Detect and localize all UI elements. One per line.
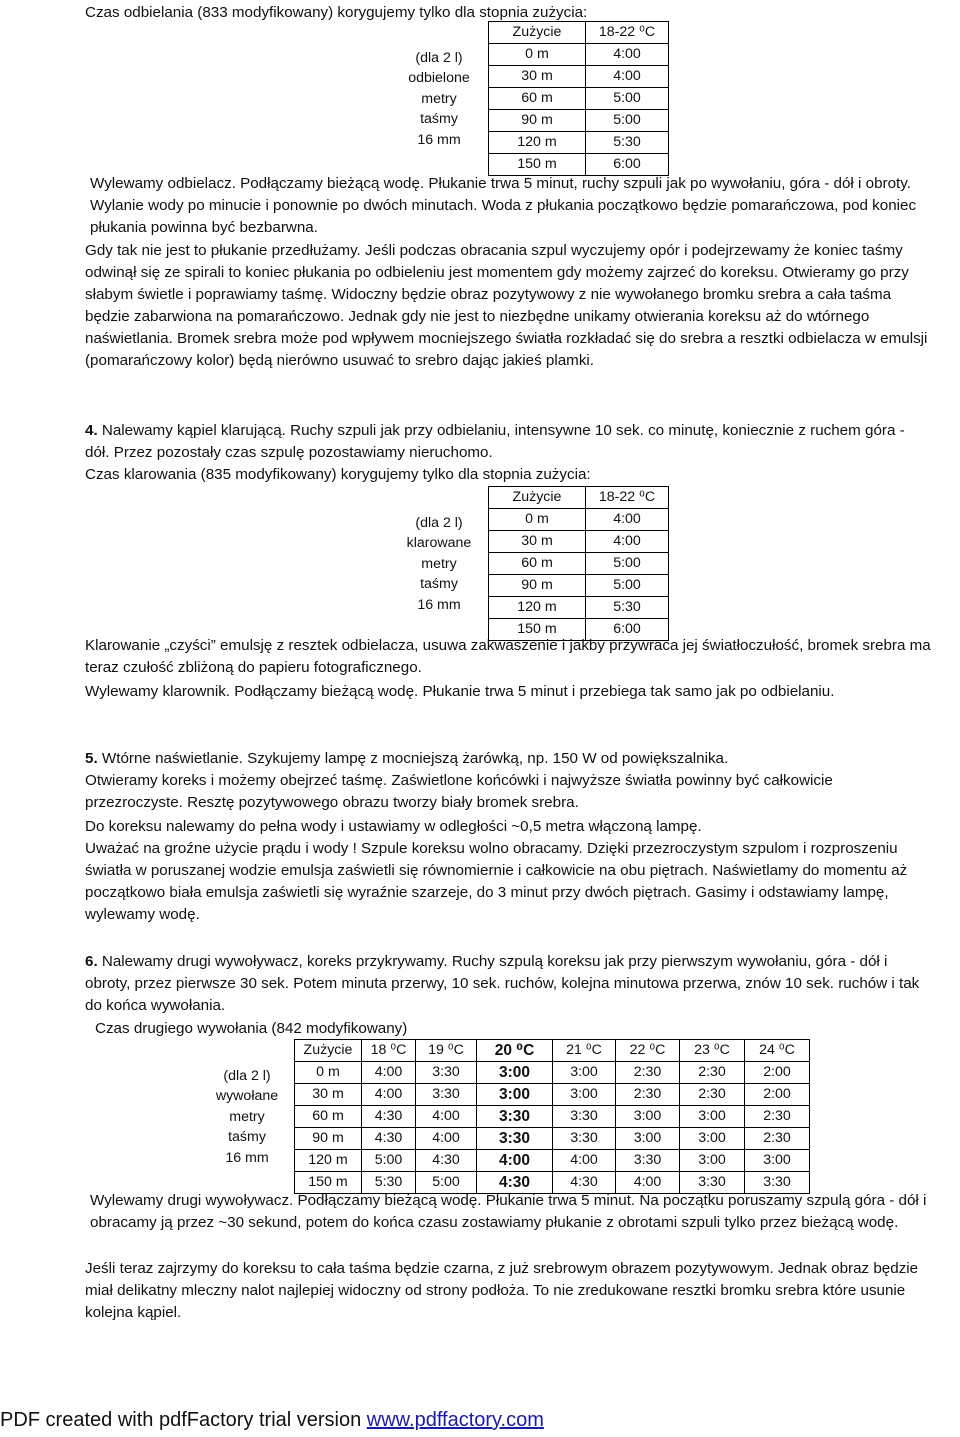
table-cell: 5:00 [416,1172,477,1194]
table-cell: 120 m [489,597,586,619]
table-cell: 0 m [295,1062,362,1084]
table-cell: 30 m [295,1084,362,1106]
table-cell: 3:30 [477,1106,553,1128]
side-label-line: klarowane [406,535,472,552]
table-cell: 0 m [489,44,586,66]
table-cell: 5:30 [362,1172,416,1194]
header-cell: Zużycie [295,1040,362,1062]
paragraph: Jeśli teraz zajrzymy do koreksu to cała taśma będzie czarna, z już srebrowym obrazem pozytywowym. Jednak obraz będzie miał delikatny mleczny nalot najlepiej widoczny od strony podłoża. To nie zredukowane resztki bromku srebra które usunie kolejna kąpiel. [85,1260,919,1321]
side-label-line: taśmy [420,111,458,128]
table-cell: 150 m [295,1172,362,1194]
section-number: 6. [85,953,98,970]
paragraph: Gdy tak nie jest to płukanie przedłużamy. Jeśli podczas obracania szpul wyczujemy opór i podejrzewamy że koniec taśmy odwinął się ze spirali to koniec płukania po odbieleniu jest momentem gdy możemy zajrzeć do koreksu. Otwieramy go przy słabym świetle i poprawiamy taśmę. Widoczny będzie obraz pozytywowy z nie wywołanego bromku srebra a cała taśma będzie zabarwiona na pomarańczowo. Jednak gdy nie jest to niezbędne unikamy otwierania koreksu aż do wtórnego naświetlania. Bromek srebra może pod wpływem mocniejszego światła rozkładać się do srebra a resztki odbielacza w emulsji (pomarańczowy kolor) będą nierówno usuwać to srebro dając jakieś plamki. [85,242,928,369]
table-row [390,509,669,531]
table-cell: 120 m [489,132,586,154]
paragraph: Czas odbielania (833 modyfikowany) korygujemy tylko dla stopnia zużycia: [85,4,588,21]
header-cell: 22 ⁰C [616,1040,680,1062]
table-cell: 4:30 [553,1172,616,1194]
section-4 [85,420,933,464]
table-cell: 30 m [489,66,586,88]
header-cell: 19 ⁰C [416,1040,477,1062]
table-cell: 3:30 [616,1150,680,1172]
side-label-cell [390,487,489,509]
table-cell: 150 m [489,619,586,641]
table-cell: 4:00 [586,44,669,66]
header-cell: Zużycie [489,487,586,509]
table-cell: 2:30 [616,1084,680,1106]
table-cell: 5:30 [586,597,669,619]
side-label-line: taśmy [420,576,458,593]
side-label [390,44,489,154]
table-cell: 5:00 [586,553,669,575]
table-cell: 4:00 [477,1150,553,1172]
table-cell: 150 m [489,154,586,176]
table-cell: 3:30 [680,1172,745,1194]
table-cell: 3:00 [680,1106,745,1128]
side-label-line: (dla 2 l) [415,49,463,66]
table-cell: 90 m [489,110,586,132]
table-cell: 5:00 [586,575,669,597]
table-cell: 3:30 [416,1084,477,1106]
table-cell: 3:30 [416,1062,477,1084]
table-cell: 3:00 [745,1150,810,1172]
side-label-line: (dla 2 l) [415,514,463,531]
table-cell: 2:30 [680,1084,745,1106]
section-6 [85,951,933,1017]
table-cell: 4:30 [362,1106,416,1128]
side-label-line: 16 mm [225,1149,269,1166]
header-cell: 18-22 ⁰C [586,487,669,509]
side-label-line: 16 mm [417,596,461,613]
table-cell: 2:30 [745,1106,810,1128]
footer-link[interactable]: www.pdffactory.com [366,1409,544,1431]
table-cell: 3:30 [553,1106,616,1128]
table-cell: 5:00 [586,110,669,132]
table-cell: 4:00 [362,1062,416,1084]
paragraph: Wylewamy drugi wywoływacz. Podłączamy bieżącą wodę. Płukanie trwa 5 minut. Na początku poruszamy szpulą góra - dół i obracamy ją przez ~30 sekund, potem do końca czasu zostawiamy płukanie z obrotami szpuli tylko przez bieżącą wodę. [90,1192,927,1231]
table-cell: 4:00 [586,509,669,531]
section-number: 5. [85,750,98,767]
table-cell: 60 m [489,88,586,110]
table-cell: 120 m [295,1150,362,1172]
table-header-row [200,1040,810,1062]
side-label-line: 16 mm [417,131,461,148]
table-cell: 6:00 [586,619,669,641]
paragraph: Wylewamy klarownik. Podłączamy bieżącą wodę. Płukanie trwa 5 minut i przebiega tak samo jak po odbielaniu. [85,683,835,700]
paragraph: Uważać na groźne użycie prądu i wody ! Szpule koreksu wolno obracamy. Dzięki przezroczystym szpulom i rozproszeniu światła w poruszanej wodzie emulsja zaświetli się równomiernie i całkowicie na obu piętrach. Naświetlamy do momentu aż początkowo biała emulsja zaświetli się wyraźnie szarzeje, do 3 minut przy dwóch piętrach. Gasimy i odstawiamy lampę, wylewamy wodę. [85,840,908,923]
table-cell: 4:30 [362,1128,416,1150]
table-cell: 90 m [489,575,586,597]
table-cell: 4:00 [553,1150,616,1172]
side-label-line: metry [421,555,457,572]
table-cell: 3:00 [553,1062,616,1084]
table-header-row [390,487,669,509]
table-cell: 2:30 [616,1062,680,1084]
side-label-line: taśmy [228,1129,266,1146]
paragraph: Klarowanie „czyści” emulsję z resztek odbielacza, usuwa zakwaszenie i jakby przywraca jej światłoczułość, bromek srebra ma teraz czułość zbliżoną do papieru fotograficznego. [85,637,931,676]
side-label-line: metry [421,90,457,107]
pdf-footer [0,1409,544,1432]
table-cell: 4:30 [416,1150,477,1172]
header-cell: Zużycie [489,22,586,44]
paragraph: Otwieramy koreks i możemy obejrzeć taśmę. Zaświetlone końcówki i najwyższe światła powinny być całkowicie przezroczyste. Resztę pozytywowego obrazu tworzy biały bromek srebra. [85,772,833,811]
table-cell: 5:00 [586,88,669,110]
table-row [200,1062,810,1084]
side-label-line: wywołane [215,1088,279,1105]
paragraph: Wylewamy odbielacz. Podłączamy bieżącą wodę. Płukanie trwa 5 minut, ruchy szpuli jak po wywołaniu, góra - dół i obroty. Wylanie wody po minucie i ponownie po dwóch minutach. Woda z płukania początkowo będzie pomarańczowa, pod koniec płukania powinna być bezbarwna. [90,175,917,236]
table-cell: 2:30 [745,1128,810,1150]
table-cell: 60 m [489,553,586,575]
table-cell: 4:00 [362,1084,416,1106]
paragraph: Do koreksu nalewamy do pełna wody i ustawiamy w odległości ~0,5 metra włączoną lampę. [85,818,702,835]
paragraph: Czas klarowania (835 modyfikowany) korygujemy tylko dla stopnia zużycia: [85,466,591,483]
table-cell: 3:00 [680,1128,745,1150]
table-cell: 5:00 [362,1150,416,1172]
table-cell: 2:00 [745,1084,810,1106]
table-cell: 3:00 [553,1084,616,1106]
table-cell: 3:30 [477,1128,553,1150]
table-cell: 3:00 [616,1128,680,1150]
side-label-line: metry [229,1108,265,1125]
section-text: Wtórne naświetlanie. Szykujemy lampę z mocniejszą żarówką, np. 150 W od powiększalnika. [97,750,729,767]
section-number: 4. [85,422,98,439]
header-cell: 23 ⁰C [680,1040,745,1062]
table-cell: 3:00 [477,1062,553,1084]
table-cell: 60 m [295,1106,362,1128]
table-odbielanie [390,21,669,176]
table-cell: 3:00 [680,1150,745,1172]
table-cell: 0 m [489,509,586,531]
table-row [390,44,669,66]
side-label-line: odbielone [408,70,470,87]
side-label-cell [390,22,489,44]
header-cell: 18-22 ⁰C [586,22,669,44]
paragraph: Czas drugiego wywołania (842 modyfikowany) [95,1020,408,1037]
side-label [390,509,489,619]
table-cell: 4:00 [586,531,669,553]
table-cell: 6:00 [586,154,669,176]
header-cell: 18 ⁰C [362,1040,416,1062]
table-cell: 4:00 [616,1172,680,1194]
table-cell: 4:00 [416,1106,477,1128]
table-cell: 3:00 [616,1106,680,1128]
side-label [200,1062,295,1172]
footer-text: PDF created with pdfFactory trial version [0,1409,367,1431]
table-drugie-wywolanie [200,1039,810,1194]
table-cell: 3:30 [745,1172,810,1194]
table-cell: 30 m [489,531,586,553]
table-cell: 5:30 [586,132,669,154]
table-cell: 3:30 [553,1128,616,1150]
header-cell: 21 ⁰C [553,1040,616,1062]
table-cell: 2:00 [745,1062,810,1084]
table-cell: 4:30 [477,1172,553,1194]
section-text: Nalewamy kąpiel klarującą. Ruchy szpuli jak przy odbielaniu, intensywne 10 sek. co minutę, koniecznie z ruchem góra - dół. Przez pozostały czas szpulę pozostawiamy nieruchomo. [85,422,905,461]
section-5 [85,748,933,770]
side-label-cell [200,1040,295,1062]
table-cell: 90 m [295,1128,362,1150]
table-cell: 3:00 [477,1084,553,1106]
header-cell: 24 ⁰C [745,1040,810,1062]
table-klarowanie [390,486,669,641]
section-text: Nalewamy drugi wywoływacz, koreks przykrywamy. Ruchy szpulą koreksu jak przy pierwszym wywołaniu, góra - dół i obroty, przez pierwsze 30 sek. Potem minuta przerwy, 10 sek. ruchów, kolejna minutowa przerwa, znów 10 sek. ruchów i tak do końca wywołania. [85,953,920,1014]
header-cell: 20 ⁰C [477,1040,553,1062]
table-cell: 4:00 [586,66,669,88]
table-header-row [390,22,669,44]
table-cell: 4:00 [416,1128,477,1150]
table-cell: 2:30 [680,1062,745,1084]
side-label-line: (dla 2 l) [223,1067,271,1084]
